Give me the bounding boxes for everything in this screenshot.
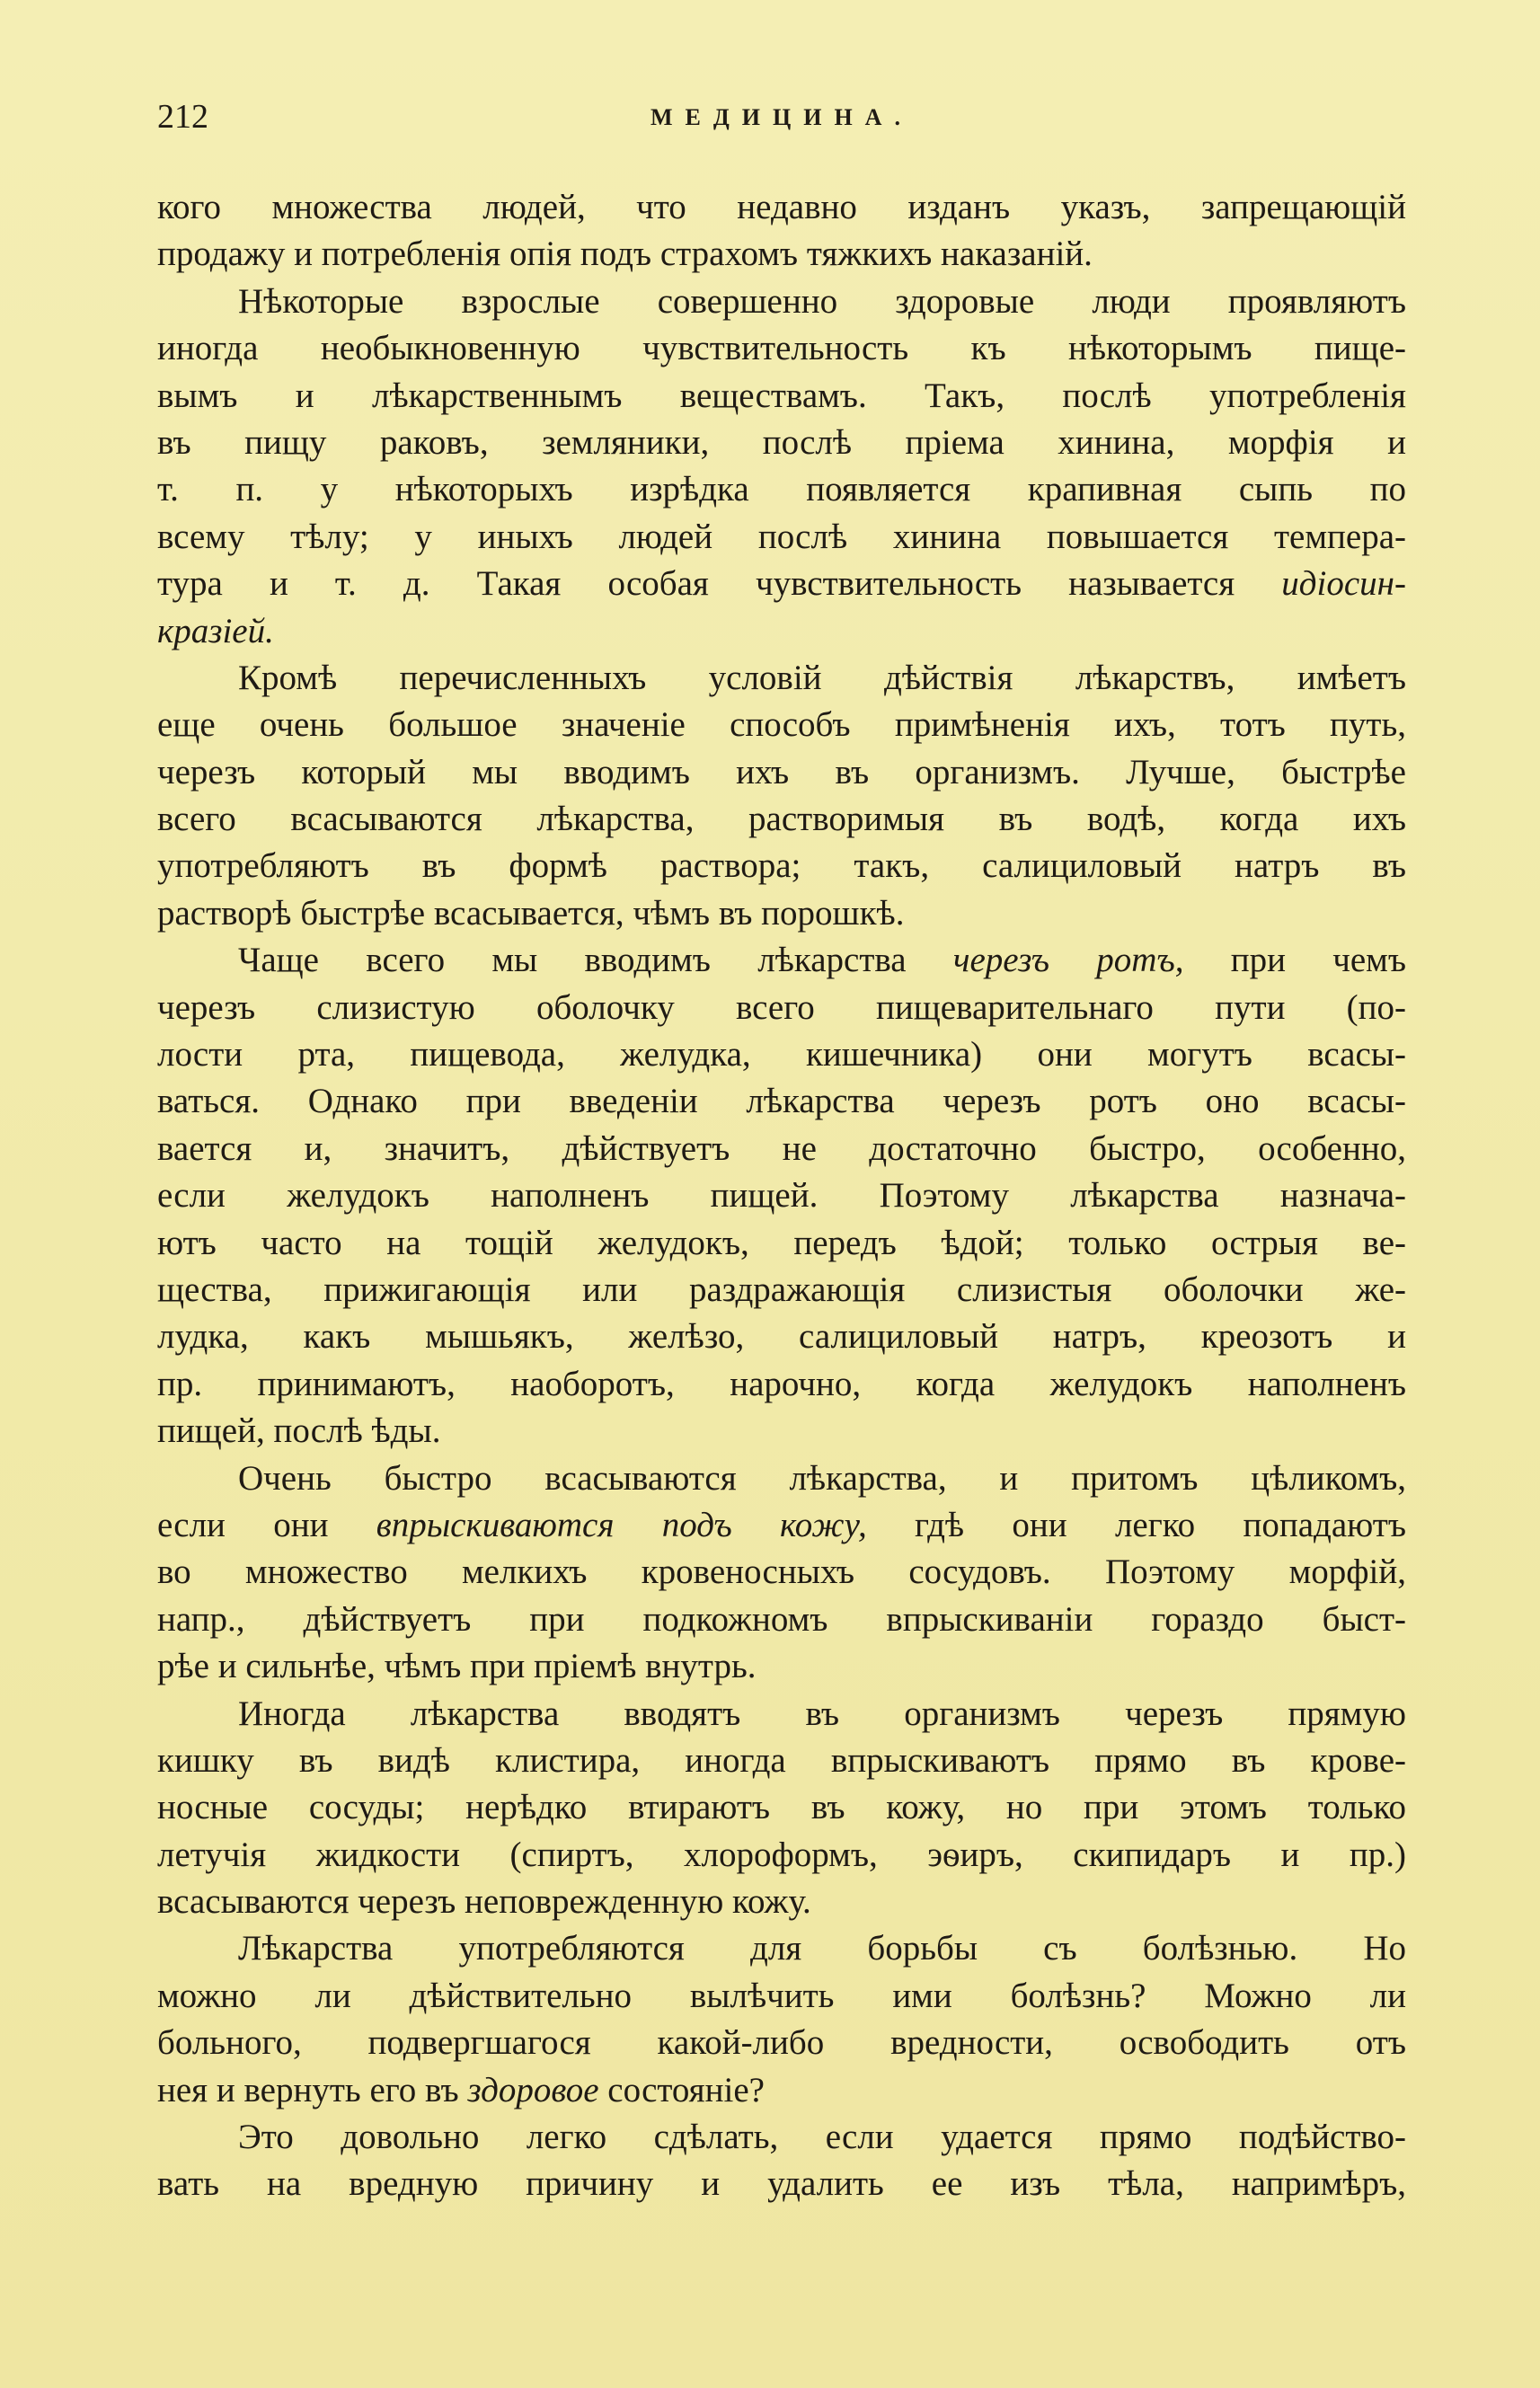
text-run: кого множества людей, что недавно изданъ указъ, запрещающій [157, 188, 1406, 226]
text-line [157, 702, 1406, 748]
text-run: щества, прижигающія или раздражающія слизистыя оболочки же- [157, 1269, 1406, 1309]
text-run: Кромѣ перечисленныхъ условій дѣйствія лѣкарствъ, имѣетъ [238, 658, 1406, 697]
text-line [157, 655, 1406, 702]
text-line [157, 1408, 1406, 1455]
text-line [157, 937, 1406, 984]
text-run: при чемъ [1230, 941, 1407, 980]
page-header [157, 97, 1406, 142]
text-run: Очень быстро всасываются лѣкарства, и притомъ цѣликомъ, [238, 1458, 1406, 1498]
text-run: черезъ слизистую оболочку всего пищеварительнаго пути (по- [157, 987, 1406, 1027]
text-run: можно ли дѣйствительно вылѣчить ими болѣзнь? Можно ли [157, 1976, 1406, 2015]
text-line [157, 749, 1406, 796]
text-run: вается и, значитъ, дѣйствуетъ не достаточно быстро, особенно, [157, 1128, 1406, 1168]
text-run: напр., дѣйствуетъ при подкожномъ впрыскиваніи гораздо быст- [157, 1599, 1406, 1639]
text-run: ютъ часто на тощій желудокъ, передъ ѣдой; только острыя ве- [157, 1223, 1406, 1262]
text-run: больного, подвергшагося какой-либо вредности, освободить отъ [157, 2023, 1406, 2063]
text-line [157, 420, 1406, 466]
text-run: еще очень большое значеніе способъ примѣненія ихъ, тотъ путь, [157, 705, 1406, 745]
text-run: если они [157, 1505, 329, 1544]
text-run: кишку въ видѣ клистира, иногда впрыскиваютъ прямо въ крове- [157, 1740, 1406, 1780]
text-line [157, 1267, 1406, 1313]
text-run: тура и т. д. Такая особая чувствительность называется [157, 564, 1235, 604]
italic-term: идіосин- [1281, 564, 1406, 604]
text-line [157, 890, 1406, 937]
running-title: МЕДИЦИНА. [651, 104, 913, 130]
text-line [157, 1973, 1406, 2020]
text-line [157, 1313, 1406, 1360]
text-run: пищей, послѣ ѣды. [157, 1411, 441, 1451]
text-line [157, 231, 1406, 278]
text-line [157, 1925, 1406, 1972]
text-line [157, 1126, 1406, 1172]
text-run: Иногда лѣкарства вводятъ въ организмъ черезъ прямую [238, 1694, 1406, 1733]
text-line [157, 1643, 1406, 1690]
text-run: Это довольно легко сдѣлать, если удается прямо подѣйство- [238, 2118, 1406, 2157]
italic-term: здоровое [467, 2070, 599, 2109]
text-run: всего всасываются лѣкарства, растворимыя въ водѣ, когда ихъ [157, 800, 1406, 839]
text-run: вать на вредную причину и удалить ее изъ тѣла, напримѣръ, [157, 2164, 1406, 2204]
text-line [157, 1879, 1406, 1925]
text-run: всему тѣлу; у иныхъ людей послѣ хинина повышается темпера- [157, 517, 1406, 556]
text-line [157, 1361, 1406, 1408]
text-line [157, 608, 1406, 655]
text-line [157, 1784, 1406, 1831]
text-run: во множество мелкихъ кровеносныхъ сосудовъ. Поэтому морфій, [157, 1552, 1406, 1592]
text-run: ваться. Однако при введеніи лѣкарства черезъ ротъ оно всасы- [157, 1082, 1406, 1121]
text-line [157, 2114, 1406, 2161]
text-line [157, 985, 1406, 1031]
text-run: въ пищу раковъ, земляники, послѣ пріема хинина, морфія и [157, 422, 1406, 462]
text-run: т. п. у нѣкоторыхъ изрѣдка появляется крапивная сыпь по [157, 470, 1406, 509]
text-line [157, 279, 1406, 325]
text-run: Лѣкарства употребляются для борьбы съ болѣзнью. Но [238, 1929, 1406, 1968]
text-line [157, 796, 1406, 843]
italic-term: впрыскиваются подъ кожу, [376, 1505, 867, 1544]
text-line [157, 843, 1406, 889]
text-line [157, 1596, 1406, 1643]
text-run: Чаще всего мы вводимъ лѣкарства [238, 941, 907, 980]
text-run: вымъ и лѣкарственнымъ веществамъ. Такъ, послѣ употребленія [157, 376, 1406, 415]
text-line [157, 1691, 1406, 1738]
text-line [157, 2161, 1406, 2207]
text-line [157, 1832, 1406, 1879]
text-line [157, 1549, 1406, 1596]
italic-term: кразіей. [157, 611, 274, 650]
text-line [157, 1220, 1406, 1267]
text-run: иногда необыкновенную чувствительность къ нѣкоторымъ пище- [157, 329, 1406, 368]
text-run: Нѣкоторые взрослые совершенно здоровые люди проявляютъ [238, 281, 1406, 321]
text-line [157, 1738, 1406, 1784]
text-line [157, 1031, 1406, 1078]
text-line [157, 514, 1406, 561]
text-run: пр. принимаютъ, наоборотъ, нарочно, когда желудокъ наполненъ [157, 1364, 1406, 1403]
text-line [157, 1078, 1406, 1125]
text-run: если желудокъ наполненъ пищей. Поэтому лѣкарства назнача- [157, 1176, 1406, 1216]
text-line [157, 466, 1406, 513]
text-run: всасываются черезъ неповрежденную кожу. [157, 1882, 811, 1922]
italic-term: черезъ ротъ, [952, 941, 1184, 980]
page-number: 212 [157, 98, 208, 136]
text-line [157, 2020, 1406, 2066]
text-run: гдѣ они легко попадаютъ [915, 1505, 1407, 1544]
body-text [157, 184, 1406, 2208]
text-line [157, 1172, 1406, 1219]
text-run: лости рта, пищевода, желудка, кишечника) они могутъ всасы- [157, 1035, 1406, 1075]
text-line [157, 561, 1406, 607]
text-run: летучія жидкости (спиртъ, хлороформъ, эѳиръ, скипидаръ и пр.) [157, 1835, 1406, 1874]
text-line [157, 1502, 1406, 1549]
text-run: продажу и потребленія опія подъ страхомъ тяжкихъ наказаній. [157, 234, 1093, 274]
text-run: растворѣ быстрѣе всасывается, чѣмъ въ порошкѣ. [157, 893, 905, 933]
text-run: рѣе и сильнѣе, чѣмъ при пріемѣ внутрь. [157, 1647, 757, 1686]
text-run: лудка, какъ мышьякъ, желѣзо, салициловый натръ, креозотъ и [157, 1317, 1406, 1357]
text-run: черезъ который мы вводимъ ихъ въ организмъ. Лучше, быстрѣе [157, 752, 1406, 792]
text-line [157, 325, 1406, 372]
text-run: нея и вернуть его въ [157, 2070, 459, 2109]
text-run: состояніе? [607, 2070, 765, 2109]
text-run: носные сосуды; нерѣдко втираютъ въ кожу, но при этомъ только [157, 1788, 1406, 1827]
text-line [157, 184, 1406, 231]
text-line [157, 373, 1406, 420]
text-line [157, 2067, 1406, 2114]
text-line [157, 1455, 1406, 1502]
text-run: употребляютъ въ формѣ раствора; такъ, салициловый натръ въ [157, 846, 1406, 886]
